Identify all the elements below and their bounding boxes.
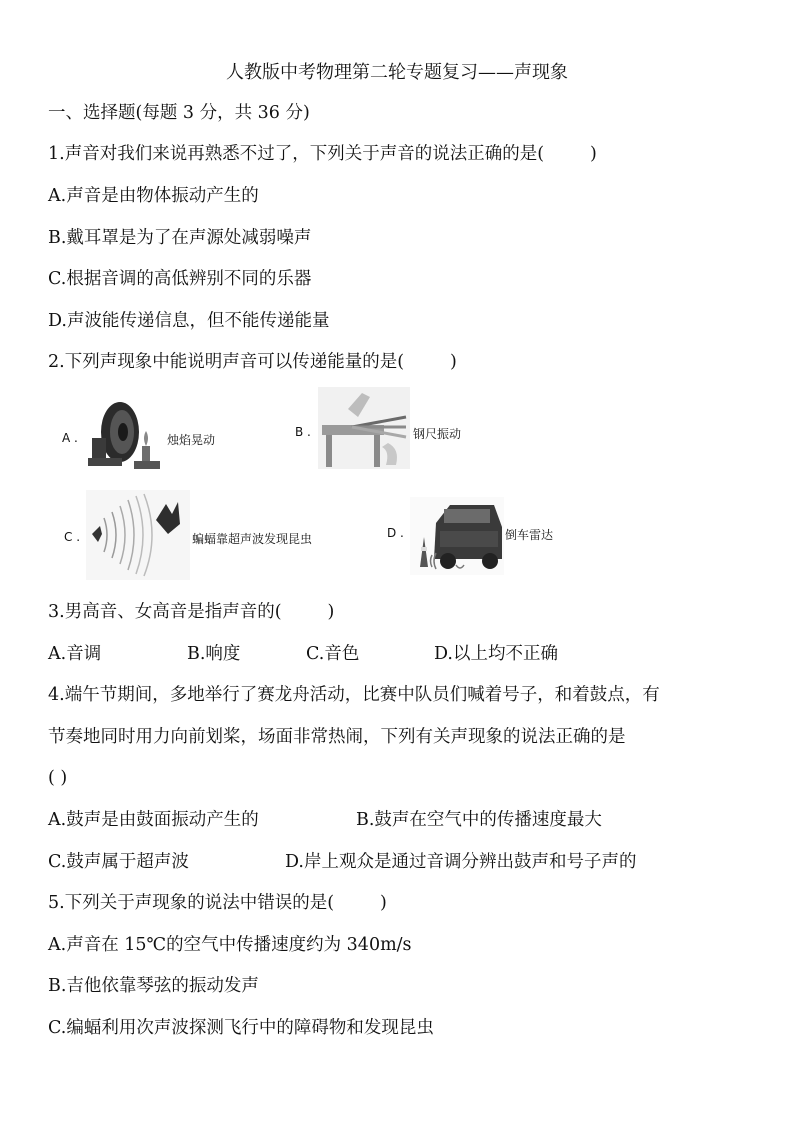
reversing-radar-picture <box>410 497 504 575</box>
question-3-stem <box>48 600 334 624</box>
question-4-option-c: C.鼓声属于超声波 <box>48 852 189 872</box>
question-1-option-c: C.根据音调的高低辨别不同的乐器 <box>48 269 312 289</box>
section-heading: 一、选择题(每题 3 分，共 36 分) <box>48 103 310 123</box>
question-3-text: 3.男高音、女高音是指声音的( <box>48 602 282 622</box>
picture-d-letter: D . <box>387 526 404 540</box>
bat-ultrasound-picture <box>86 490 190 580</box>
question-3-option-a: A.音调 <box>48 644 102 664</box>
picture-c-caption: 蝙蝠靠超声波发现昆虫 <box>192 532 313 546</box>
question-1-option-a: A.声音是由物体振动产生的 <box>48 186 259 206</box>
question-4-stem-line-2: 节奏地同时用力向前划桨，场面非常热闹，下列有关声现象的说法正确的是 <box>48 727 626 747</box>
question-2-stem <box>48 350 457 374</box>
question-4-option-b: B.鼓声在空气中的传播速度最大 <box>356 810 602 830</box>
picture-a-letter: A . <box>62 431 78 445</box>
question-4-answer-paren: ( ) <box>48 768 68 788</box>
question-5-stem <box>48 891 387 915</box>
question-3-close-paren: ) <box>327 602 335 622</box>
question-2-close-paren: ) <box>450 352 457 372</box>
picture-b-letter: B . <box>295 425 311 439</box>
question-4-option-a: A.鼓声是由鼓面振动产生的 <box>48 810 259 830</box>
speaker-candle-picture <box>88 398 168 474</box>
question-5-close-paren: ) <box>380 893 387 913</box>
question-4-stem-line-1: 4.端午节期间，多地举行了赛龙舟活动，比赛中队员们喊着号子，和着鼓点，有 <box>48 685 660 705</box>
ruler-vibration-picture <box>318 387 410 469</box>
question-5-option-c: C.编蝠利用次声波探测飞行中的障碍物和发现昆虫 <box>48 1018 434 1038</box>
picture-c-letter: C . <box>64 530 81 544</box>
question-2-text: 2.下列声现象中能说明声音可以传递能量的是( <box>48 352 405 372</box>
picture-a-caption: 烛焰晃动 <box>167 433 216 447</box>
question-1-option-d: D.声波能传递信息，但不能传递能量 <box>48 311 330 331</box>
question-1-option-b: B.戴耳罩是为了在声源处减弱噪声 <box>48 228 312 248</box>
question-3-option-d: D.以上均不正确 <box>434 644 558 664</box>
question-5-text: 5.下列关于声现象的说法中错误的是( <box>48 893 335 913</box>
picture-d-caption: 倒车雷达 <box>505 528 554 542</box>
question-1-stem <box>48 142 597 166</box>
question-3-option-b: B.响度 <box>187 644 241 664</box>
question-5-option-b: B.吉他依靠琴弦的振动发声 <box>48 976 259 996</box>
question-1-close-paren: ) <box>590 144 597 164</box>
question-3-option-c: C.音色 <box>306 644 360 664</box>
question-5-option-a: A.声音在 15℃的空气中传播速度约为 340m/s <box>48 935 412 955</box>
picture-b-caption: 钢尺振动 <box>413 427 462 441</box>
question-4-option-d: D.岸上观众是通过音调分辨出鼓声和号子声的 <box>285 852 637 872</box>
page-title: 人教版中考物理第二轮专题复习——声现象 <box>226 62 568 83</box>
question-1-text: 1.声音对我们来说再熟悉不过了，下列关于声音的说法正确的是( <box>48 144 545 164</box>
